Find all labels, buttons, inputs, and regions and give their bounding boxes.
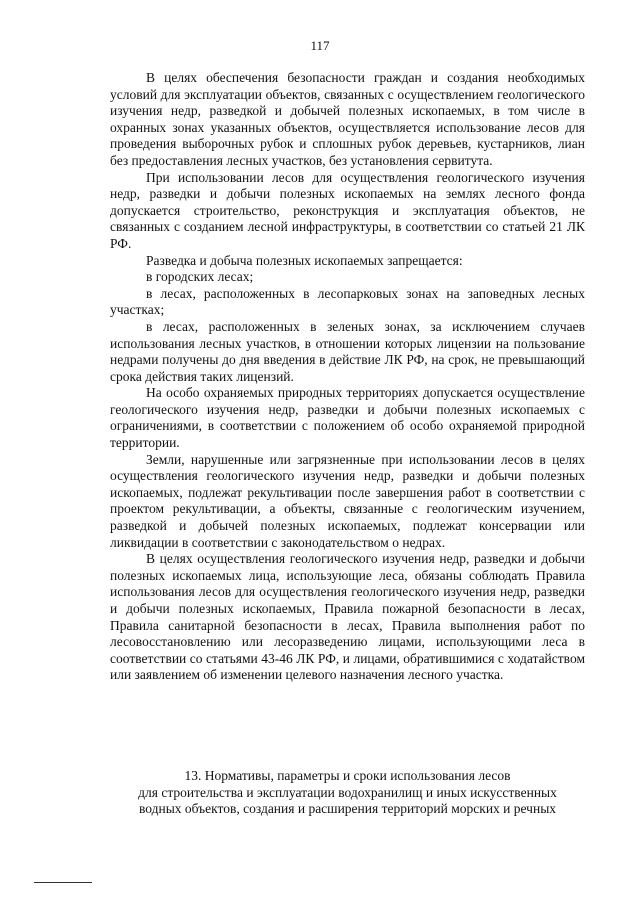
list-item-forest-park-zones: в лесах, расположенных в лесопарковых зонах на заповедных лесных участках; xyxy=(110,285,585,318)
footnote-separator xyxy=(34,882,92,883)
list-item-urban-forests: в городских лесах; xyxy=(146,269,254,285)
paragraph-prohibition-intro: Разведка и добыча полезных ископаемых запрещается: xyxy=(146,252,463,268)
section-heading-line-2: для строительства и эксплуатации водохранилищ и иных искусственных xyxy=(138,784,557,800)
paragraph-security-felling: В целях обеспечения безопасности граждан и создания необходимых условий для эксплуатации объектов, связанных с осуществлением геологического изучения недр, разведкой и добычей полезных ископаемых, в том числе в охранных зонах указанных объектов, осуществляется использование лесов для проведения выборочных рубок и сплошных рубок деревьев, кустарников, лиан без предоставления лесных участков, без установления сервитута. xyxy=(110,70,585,168)
list-item-green-zones: в лесах, расположенных в зеленых зонах, за исключением случаев использования лесных участков, в отношении которых лицензии на пользование недрами получены до дня введения в действие ЛК РФ, на срок, не превышающий срока действия таких лицензий. xyxy=(110,318,585,384)
section-heading-line-3: водных объектов, создания и расширения территорий морских и речных xyxy=(138,801,557,817)
section-heading xyxy=(100,768,595,818)
section-heading-line-1: 13. Нормативы, параметры и сроки использования лесов xyxy=(184,768,511,783)
paragraph-construction-allowed: При использовании лесов для осуществления геологического изучения недр, разведки и добычи полезных ископаемых на землях лесного фонда допускается строительство, реконструкция и эксплуатация объектов, не связанных с созданием лесной инфраструктуры, в соответствии со статьей 21 ЛК РФ. xyxy=(110,169,585,251)
paragraph-protected-areas: На особо охраняемых природных территориях допускается осуществление геологического изучения недр, разведки и добычи полезных ископаемых с ограничениями, в соответствии с положением об особо охраняемой природной территории. xyxy=(110,385,585,451)
paragraph-rules-compliance: В целях осуществления геологического изучения недр, разведки и добычи полезных ископаемых лица, использующие леса, обязаны соблюдать Правила использования лесов для осуществления геологического изучения недр, разведки и добычи полезных ископаемых, Правила пожарной безопасности в лесах, Правила санитарной безопасности в лесах, Правила выполнения работ по лесовосстановлению или лесоразведению лицами, использующими леса в соответствии со статьями 43-46 ЛК РФ, и лицами, обратившимися с ходатайством или заявлением об изменении целевого назначения лесного участка. xyxy=(110,551,585,683)
document-body xyxy=(110,70,585,684)
paragraph-recultivation: Земли, нарушенные или загрязненные при использовании лесов в целях осуществления геологического изучения недр, разведки и добычи полезных ископаемых, подлежат рекультивации после завершения работ в соответствии с проектом рекультивации, а объекты, связанные с геологическим изучением, разведкой и добычей полезных ископаемых, подлежат консервации или ликвидации в соответствии с законодательством о недрах. xyxy=(110,451,585,550)
page-number: 117 xyxy=(310,38,330,53)
